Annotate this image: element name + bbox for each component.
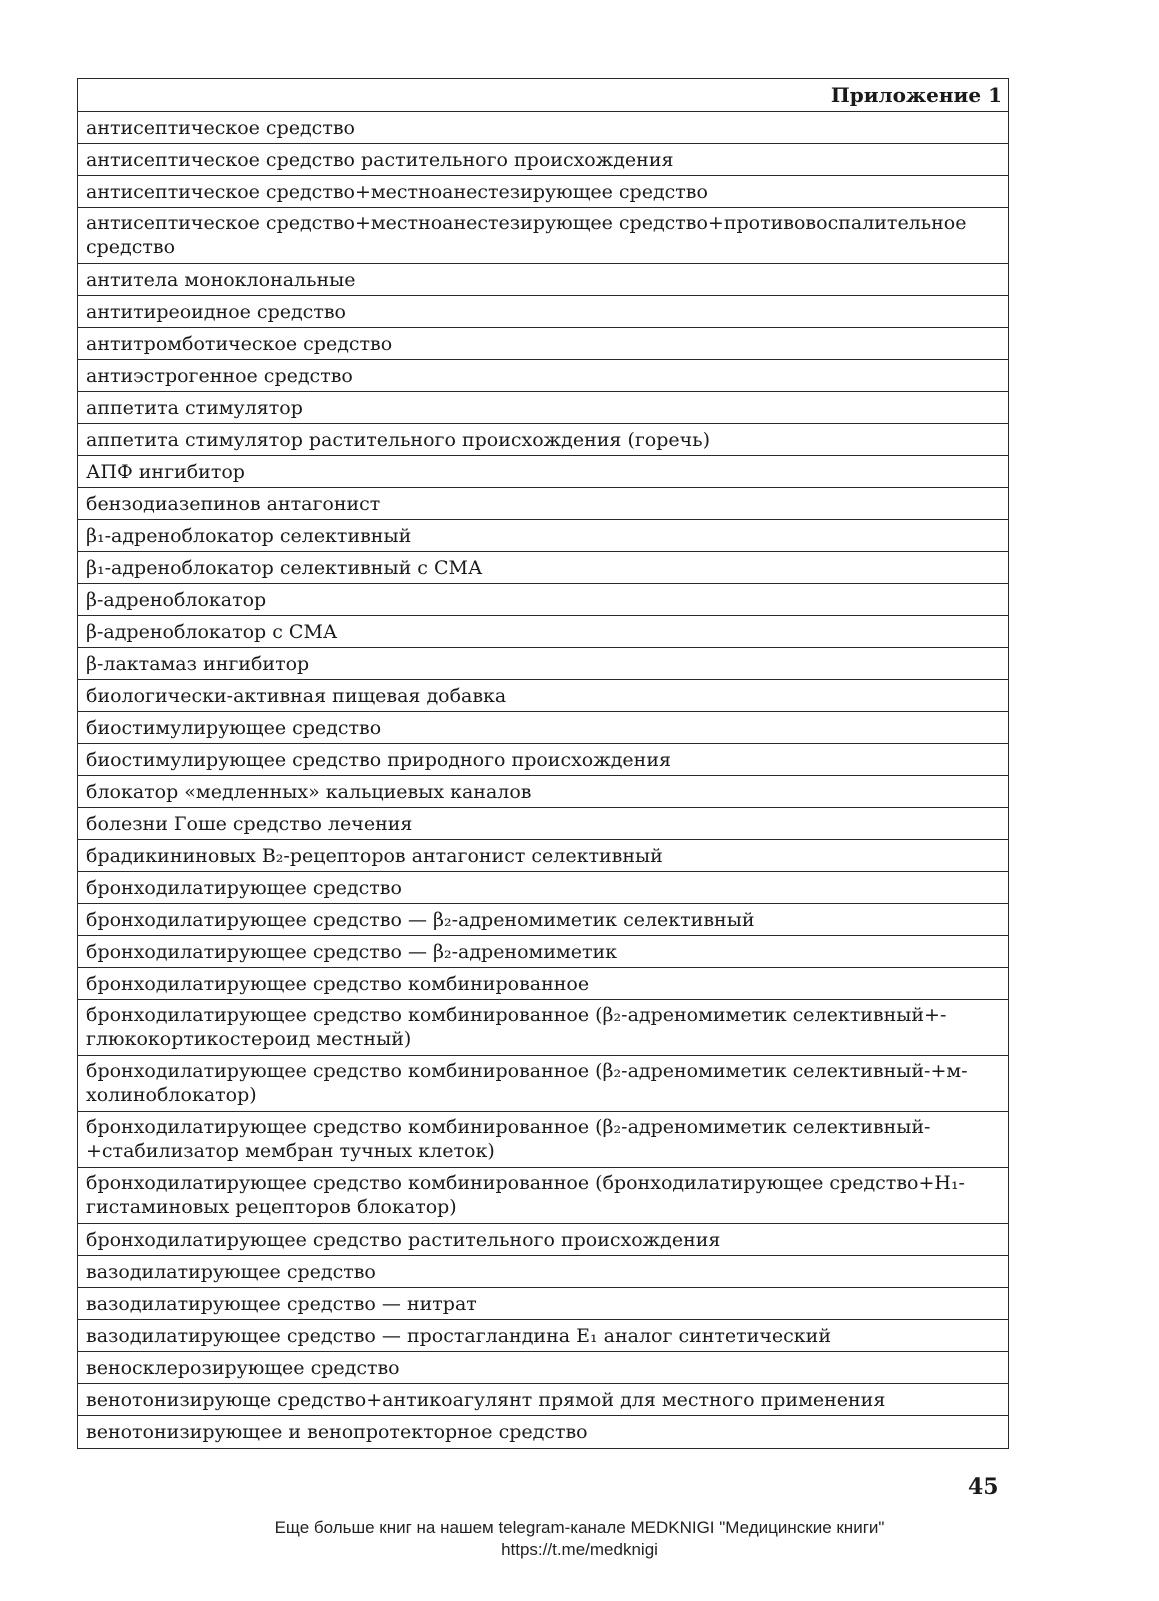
table-row: [78, 616, 1008, 648]
row-text: веносклерозирующее средство: [86, 1356, 400, 1379]
row-text: β-адреноблокатор с СМА: [86, 620, 338, 643]
row-text: бронходилатирующее средство комбинированное (β₂-адреномиметик селективный-+м-холиноблокатор): [86, 1060, 968, 1106]
table-row: [78, 424, 1008, 456]
table-row: [78, 144, 1008, 176]
table-row: [78, 808, 1008, 840]
table-row: [78, 488, 1008, 520]
table-row: [78, 936, 1008, 968]
table-row: [78, 1112, 1008, 1168]
table-row: [78, 1384, 1008, 1416]
table-row: [78, 328, 1008, 360]
table-row: [78, 296, 1008, 328]
table-row: [78, 744, 1008, 776]
row-text: болезни Гоше средство лечения: [86, 812, 413, 835]
table-row: [78, 584, 1008, 616]
row-text: бронходилатирующее средство — β₂-адреномиметик селективный: [86, 908, 755, 931]
row-text: антисептическое средство+местноанестезирующее средство+противовоспалительное средство: [86, 212, 967, 258]
table-row: [78, 1288, 1008, 1320]
row-text: антитиреоидное средство: [86, 300, 346, 323]
row-text: β₁-адреноблокатор селективный: [86, 524, 412, 547]
row-text: брадикининовых В₂-рецепторов антагонист селективный: [86, 844, 663, 867]
row-text: β₁-адреноблокатор селективный с СМА: [86, 556, 483, 579]
table-row: [78, 392, 1008, 424]
row-text: бронходилатирующее средство — β₂-адреномиметик: [86, 940, 618, 963]
row-text: бронходилатирующее средство комбинированное (β₂-адреномиметик селективный+-глюкокортикостероид местный): [86, 1004, 947, 1050]
row-text: биостимулирующее средство природного происхождения: [86, 748, 671, 771]
row-text: биологически-активная пищевая добавка: [86, 684, 507, 707]
row-text: блокатор «медленных» кальциевых каналов: [86, 780, 532, 803]
row-text: вазодилатирующее средство: [86, 1260, 376, 1283]
row-text: вазодилатирующее средство — простагландина Е₁ аналог синтетический: [86, 1324, 831, 1347]
appendix-table: [77, 78, 1009, 1449]
table-row: [78, 264, 1008, 296]
table-row: [78, 904, 1008, 936]
table-row: [78, 176, 1008, 208]
table-row: [78, 712, 1008, 744]
table-row: [78, 456, 1008, 488]
row-text: венотонизирующее и венопротекторное средство: [86, 1421, 588, 1443]
row-text: бронходилатирующее средство комбинированное (β₂-адреномиметик селективный-+стабилизатор мембран тучных клеток): [86, 1116, 931, 1162]
table-row: [78, 1000, 1008, 1056]
table-row: [78, 552, 1008, 584]
row-text: β-адреноблокатор: [86, 588, 267, 611]
row-text: бронходилатирующее средство растительного происхождения: [86, 1228, 721, 1251]
table-row: [78, 1256, 1008, 1288]
row-text: вазодилатирующее средство — нитрат: [86, 1292, 477, 1315]
table-row: [78, 776, 1008, 808]
row-text: АПФ ингибитор: [86, 460, 245, 483]
row-text: бензодиазепинов антагонист: [86, 492, 381, 515]
row-text: антисептическое средство+местноанестезирующее средство: [86, 180, 708, 203]
table-row: [78, 520, 1008, 552]
table-row: [78, 1056, 1008, 1112]
table-row: [78, 1168, 1008, 1224]
row-text: антиэстрогенное средство: [86, 364, 353, 387]
footer-telegram-line: Еще больше книг на нашем telegram-канале MEDKNIGI "Медицинские книги": [274, 1518, 885, 1537]
table-row: [78, 360, 1008, 392]
table-row: [78, 1320, 1008, 1352]
row-text: венотонизирующе средство+антикоагулянт прямой для местного применения: [86, 1388, 886, 1411]
footer-telegram-link[interactable]: https://t.me/medknigi: [501, 1540, 658, 1559]
appendix-label: Приложение 1: [830, 83, 1002, 107]
table-row: [78, 208, 1008, 264]
table-row: [78, 1224, 1008, 1256]
table-row: [78, 1352, 1008, 1384]
row-text: β-лактамаз ингибитор: [86, 652, 310, 675]
row-text: антисептическое средство растительного происхождения: [86, 148, 674, 171]
table-row: [78, 112, 1008, 144]
table-row: [78, 968, 1008, 1000]
table-row: [78, 680, 1008, 712]
row-text: бронходилатирующее средство комбинированное: [86, 972, 590, 995]
table-row: [78, 872, 1008, 904]
row-text: аппетита стимулятор: [86, 396, 303, 419]
row-text: биостимулирующее средство: [86, 716, 382, 739]
table-row: [78, 648, 1008, 680]
row-text: аппетита стимулятор растительного происхождения (горечь): [86, 428, 710, 451]
row-text: бронходилатирующее средство комбинированное (бронходилатирующее средство+Н₁-гистаминовых рецепторов блокатор): [86, 1172, 965, 1218]
row-text: антитромботическое средство: [86, 332, 393, 355]
row-text: антисептическое средство: [86, 116, 355, 139]
appendix-header: [78, 79, 1008, 112]
table-row: [78, 840, 1008, 872]
page-number: 45: [968, 1474, 999, 1500]
row-text: бронходилатирующее средство: [86, 876, 402, 899]
table-row: [78, 1416, 1008, 1448]
row-text: антитела моноклональные: [86, 268, 356, 291]
